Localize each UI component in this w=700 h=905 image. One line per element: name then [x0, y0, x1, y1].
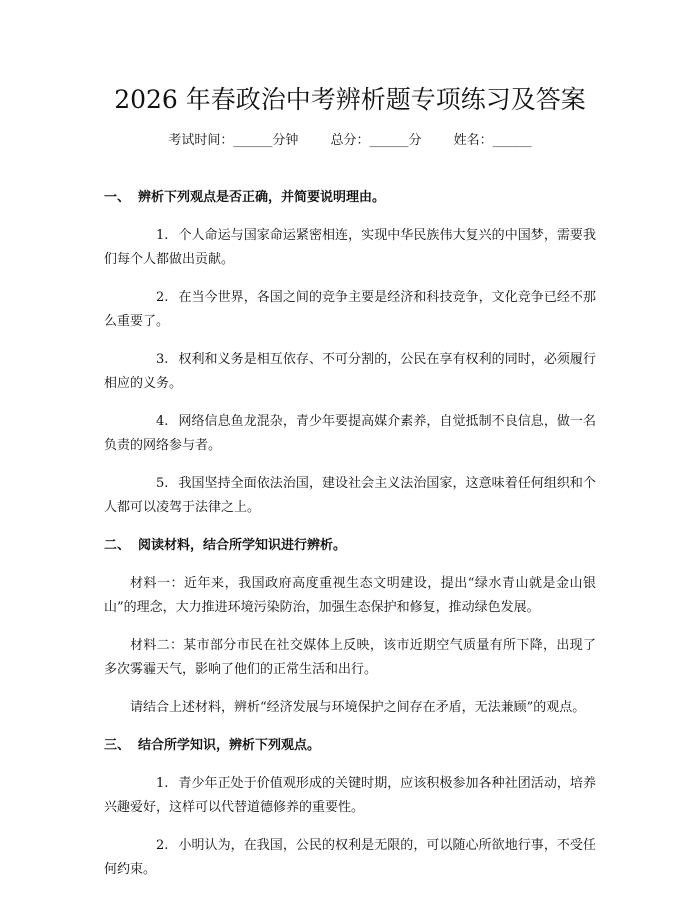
question-item	[104, 348, 596, 396]
question-text: 我国坚持全面依法治国，建设社会主义法治国家，这意味着任何组织和个人都可以凌驾于法律之上。	[104, 476, 596, 515]
material-item	[104, 572, 596, 620]
exam-time-field	[168, 130, 298, 152]
question-index: 5.	[156, 476, 169, 491]
section-number: 二、	[104, 538, 131, 553]
question-item	[104, 224, 596, 272]
question-index: 4.	[156, 414, 169, 429]
section-heading	[104, 186, 596, 210]
section-number: 三、	[104, 738, 131, 753]
exam-time-label: 考试时间：	[168, 133, 234, 148]
total-score-label: 总分：	[330, 133, 370, 148]
question-text: 权利和义务是相互依存、不可分割的，公民在享有权利的同时，必须履行相应的义务。	[104, 352, 596, 391]
section-heading	[104, 534, 596, 558]
material-text: 材料一：近年来，我国政府高度重视生态文明建设，提出“绿水青山就是金山银山”的理念，大力推进环境污染防治，加强生态保护和修复，推动绿色发展。	[104, 576, 596, 615]
question-index: 2.	[156, 838, 169, 853]
exam-time-unit: 分钟	[272, 133, 299, 148]
section-heading-text: 结合所学知识，辨析下列观点。	[138, 738, 321, 753]
material-item	[104, 634, 596, 682]
question-index: 1.	[156, 228, 169, 243]
question-item	[104, 772, 596, 820]
question-index: 1.	[156, 776, 169, 791]
section-number: 一、	[104, 190, 131, 205]
question-index: 2.	[156, 290, 169, 305]
material-text: 材料二：某市部分市民在社交媒体上反映，该市近期空气质量有所下降，出现了多次雾霾天气，影响了他们的正常生活和出行。	[104, 638, 596, 677]
total-score-unit: 分	[408, 133, 422, 148]
page-title: 2026 年春政治中考辨析题专项练习及答案	[114, 85, 586, 114]
section-heading	[104, 734, 596, 758]
question-text: 青少年正处于价值观形成的关键时期，应该积极参加各种社团活动，培养兴趣爱好，这样可以代替道德修养的重要性。	[104, 776, 596, 815]
exam-time-blank: ______	[233, 133, 273, 148]
question-item	[104, 410, 596, 458]
section-heading-text: 辨析下列观点是否正确，并简要说明理由。	[138, 190, 386, 205]
section-heading-text: 阅读材料，结合所学知识进行辨析。	[138, 538, 347, 553]
student-name-field	[454, 130, 532, 152]
exam-info-line	[0, 130, 700, 152]
total-score-blank: ______	[369, 133, 409, 148]
question-item	[104, 472, 596, 520]
document-body	[104, 186, 596, 896]
question-text: 网络信息鱼龙混杂，青少年要提高媒介素养，自觉抵制不良信息，做一名负责的网络参与者。	[104, 414, 596, 453]
question-item	[104, 286, 596, 334]
question-text: 小明认为，在我国，公民的权利是无限的，可以随心所欲地行事，不受任何约束。	[104, 838, 596, 877]
total-score-field	[330, 130, 421, 152]
material-item	[104, 696, 596, 720]
question-item	[104, 834, 596, 882]
student-name-label: 姓名：	[453, 133, 493, 148]
student-name-blank: ______	[492, 133, 532, 148]
question-text: 在当今世界，各国之间的竞争主要是经济和科技竞争，文化竞争已经不那么重要了。	[104, 290, 596, 329]
question-index: 3.	[156, 352, 169, 367]
material-text: 请结合上述材料，辨析“经济发展与环境保护之间存在矛盾，无法兼顾”的观点。	[130, 700, 586, 715]
question-text: 个人命运与国家命运紧密相连，实现中华民族伟大复兴的中国梦，需要我们每个人都做出贡献。	[104, 228, 596, 267]
